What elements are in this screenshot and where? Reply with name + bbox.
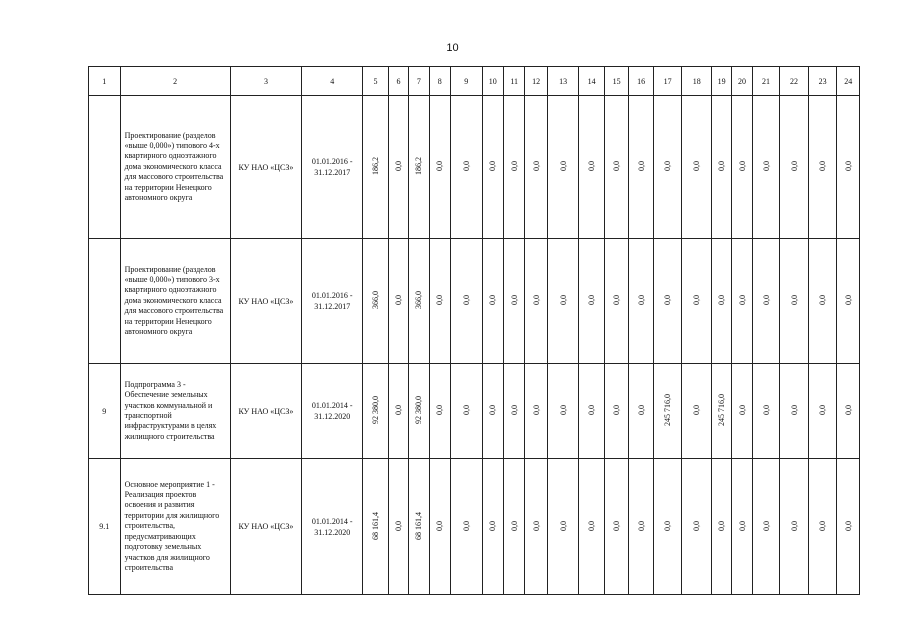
value-text: 0,0 bbox=[717, 295, 727, 305]
value-text: 0,0 bbox=[843, 161, 853, 171]
value-text: 366,0 bbox=[371, 291, 381, 309]
value-cell bbox=[409, 96, 429, 239]
value-text: 186,2 bbox=[371, 157, 381, 175]
value-cell bbox=[808, 364, 837, 459]
value-text: 0,0 bbox=[843, 520, 853, 531]
value-text: 0,0 bbox=[461, 520, 471, 531]
page-number: 10 bbox=[446, 42, 459, 54]
value-text: 0,0 bbox=[488, 405, 498, 415]
value-cell bbox=[808, 96, 837, 239]
value-text: 0,0 bbox=[587, 161, 597, 171]
value-cell bbox=[682, 459, 712, 595]
value-cell bbox=[450, 364, 482, 459]
value-text: 0,0 bbox=[818, 405, 828, 415]
value-cell bbox=[363, 364, 388, 459]
value-cell bbox=[482, 459, 503, 595]
value-text: 0,0 bbox=[761, 161, 771, 171]
table-row bbox=[89, 364, 860, 459]
value-cell bbox=[653, 364, 682, 459]
row-number-cell: 9.1 bbox=[89, 459, 121, 595]
value-text: 0,0 bbox=[612, 161, 622, 171]
value-text: 0,0 bbox=[636, 161, 646, 171]
period-cell: 01.01.2016 - 31.12.2017 bbox=[302, 239, 363, 364]
value-text: 0,0 bbox=[717, 520, 727, 531]
row-number-cell: 9 bbox=[89, 364, 121, 459]
value-text: 0,0 bbox=[558, 520, 568, 531]
value-text: 0,0 bbox=[789, 295, 799, 305]
value-text: 0,0 bbox=[663, 295, 673, 305]
value-text: 186,2 bbox=[414, 157, 424, 175]
value-text: 0,0 bbox=[531, 295, 541, 305]
value-cell bbox=[363, 459, 388, 595]
value-text: 0,0 bbox=[636, 295, 646, 305]
value-cell bbox=[388, 96, 408, 239]
value-cell bbox=[363, 96, 388, 239]
value-text: 0,0 bbox=[509, 295, 519, 305]
value-text: 0,0 bbox=[435, 161, 445, 171]
value-text: 0,0 bbox=[789, 405, 799, 415]
value-cell bbox=[409, 459, 429, 595]
value-cell bbox=[409, 239, 429, 364]
value-cell bbox=[629, 459, 653, 595]
header-cell: 12 bbox=[525, 67, 547, 96]
header-cell: 21 bbox=[752, 67, 780, 96]
header-cell: 11 bbox=[504, 67, 525, 96]
value-cell bbox=[482, 239, 503, 364]
value-cell bbox=[579, 459, 604, 595]
header-cell: 23 bbox=[808, 67, 837, 96]
value-cell bbox=[504, 364, 525, 459]
value-cell bbox=[525, 239, 547, 364]
value-cell bbox=[780, 96, 809, 239]
value-cell bbox=[482, 364, 503, 459]
value-text: 68 161,4 bbox=[371, 511, 381, 540]
activity-name-cell: Проектирование (разделов «выше 0,000») типового 4-х квартирного одноэтажного дома экономического класса для массового строительства на территории Ненецкого автономного округа bbox=[120, 96, 230, 239]
header-cell: 16 bbox=[629, 67, 653, 96]
value-text: 0,0 bbox=[393, 405, 403, 415]
value-cell bbox=[732, 239, 752, 364]
value-cell bbox=[837, 239, 860, 364]
header-cell: 13 bbox=[547, 67, 579, 96]
value-text: 92 380,0 bbox=[371, 396, 381, 424]
value-cell bbox=[579, 239, 604, 364]
value-text: 0,0 bbox=[761, 520, 771, 531]
value-text: 0,0 bbox=[737, 520, 747, 531]
value-text: 0,0 bbox=[692, 295, 702, 305]
value-text: 0,0 bbox=[461, 161, 471, 171]
value-cell bbox=[429, 239, 450, 364]
value-text: 0,0 bbox=[587, 520, 597, 531]
activity-name-cell: Основное мероприятие 1 - Реализация проектов освоения и развития территории для жилищного строительства, предусматривающих подготовку земельных участков для жилищного строительства bbox=[120, 459, 230, 595]
value-cell bbox=[604, 364, 628, 459]
period-cell: 01.01.2014 - 31.12.2020 bbox=[302, 459, 363, 595]
value-cell bbox=[450, 459, 482, 595]
value-cell bbox=[363, 239, 388, 364]
value-cell bbox=[780, 364, 809, 459]
header-cell: 8 bbox=[429, 67, 450, 96]
value-cell bbox=[752, 364, 780, 459]
value-cell bbox=[808, 459, 837, 595]
value-text: 0,0 bbox=[636, 520, 646, 531]
value-text: 0,0 bbox=[636, 405, 646, 415]
value-cell bbox=[450, 239, 482, 364]
value-text: 0,0 bbox=[843, 405, 853, 415]
value-cell bbox=[752, 96, 780, 239]
value-cell bbox=[732, 364, 752, 459]
value-text: 0,0 bbox=[558, 295, 568, 305]
value-text: 0,0 bbox=[435, 295, 445, 305]
value-cell bbox=[504, 96, 525, 239]
value-cell bbox=[525, 96, 547, 239]
value-cell bbox=[604, 459, 628, 595]
value-text: 0,0 bbox=[509, 161, 519, 171]
value-text: 0,0 bbox=[843, 295, 853, 305]
value-text: 0,0 bbox=[393, 295, 403, 305]
value-text: 0,0 bbox=[587, 295, 597, 305]
value-text: 0,0 bbox=[531, 520, 541, 531]
table-row bbox=[89, 239, 860, 364]
value-cell bbox=[732, 459, 752, 595]
value-cell bbox=[837, 364, 860, 459]
value-text: 0,0 bbox=[558, 161, 568, 171]
value-text: 0,0 bbox=[488, 295, 498, 305]
value-cell bbox=[629, 239, 653, 364]
executor-cell: КУ НАО «ЦСЗ» bbox=[230, 239, 301, 364]
value-text: 0,0 bbox=[761, 405, 771, 415]
value-cell bbox=[429, 364, 450, 459]
value-text: 0,0 bbox=[692, 405, 702, 415]
value-text: 366,0 bbox=[414, 291, 424, 309]
value-text: 0,0 bbox=[692, 161, 702, 171]
value-cell bbox=[450, 96, 482, 239]
value-text: 245 716,0 bbox=[663, 394, 673, 426]
table-row bbox=[89, 96, 860, 239]
value-cell bbox=[711, 459, 731, 595]
header-cell: 15 bbox=[604, 67, 628, 96]
value-text: 0,0 bbox=[509, 405, 519, 415]
header-cell: 2 bbox=[120, 67, 230, 96]
value-text: 0,0 bbox=[461, 405, 471, 415]
period-cell: 01.01.2016 - 31.12.2017 bbox=[302, 96, 363, 239]
value-cell bbox=[579, 364, 604, 459]
value-cell bbox=[547, 239, 579, 364]
value-cell bbox=[653, 459, 682, 595]
value-cell bbox=[504, 459, 525, 595]
value-text: 0,0 bbox=[531, 405, 541, 415]
value-text: 0,0 bbox=[612, 520, 622, 531]
value-text: 0,0 bbox=[435, 520, 445, 531]
program-table bbox=[88, 66, 860, 595]
value-text: 245 716,0 bbox=[717, 394, 727, 426]
value-cell bbox=[711, 96, 731, 239]
value-cell bbox=[388, 459, 408, 595]
value-cell bbox=[504, 239, 525, 364]
value-text: 0,0 bbox=[461, 295, 471, 305]
value-cell bbox=[837, 459, 860, 595]
value-text: 68 161,4 bbox=[414, 511, 424, 540]
value-cell bbox=[388, 364, 408, 459]
header-row bbox=[89, 67, 860, 96]
value-cell bbox=[837, 96, 860, 239]
value-cell bbox=[525, 364, 547, 459]
value-text: 0,0 bbox=[818, 520, 828, 531]
row-number-cell bbox=[89, 239, 121, 364]
header-cell: 17 bbox=[653, 67, 682, 96]
header-cell: 6 bbox=[388, 67, 408, 96]
executor-cell: КУ НАО «ЦСЗ» bbox=[230, 459, 301, 595]
value-text: 0,0 bbox=[717, 161, 727, 171]
header-cell: 22 bbox=[780, 67, 809, 96]
executor-cell: КУ НАО «ЦСЗ» bbox=[230, 364, 301, 459]
header-cell: 3 bbox=[230, 67, 301, 96]
header-cell: 24 bbox=[837, 67, 860, 96]
header-cell: 1 bbox=[89, 67, 121, 96]
value-cell bbox=[653, 96, 682, 239]
activity-name-cell: Проектирование (разделов «выше 0,000») типового 3-х квартирного одноэтажного дома экономического класса для массового строительства на территории Ненецкого автономного округа bbox=[120, 239, 230, 364]
header-cell: 18 bbox=[682, 67, 712, 96]
value-text: 0,0 bbox=[818, 161, 828, 171]
value-text: 0,0 bbox=[761, 295, 771, 305]
value-cell bbox=[732, 96, 752, 239]
header-cell: 7 bbox=[409, 67, 429, 96]
value-cell bbox=[604, 96, 628, 239]
activity-name-cell: Подпрограмма 3 - Обеспечение земельных участков коммунальной и транспортной инфраструктурами в целях жилищного строительства bbox=[120, 364, 230, 459]
value-text: 0,0 bbox=[587, 405, 597, 415]
value-text: 92 380,0 bbox=[414, 396, 424, 424]
value-cell bbox=[482, 96, 503, 239]
table-row bbox=[89, 459, 860, 595]
value-text: 0,0 bbox=[531, 161, 541, 171]
value-text: 0,0 bbox=[435, 405, 445, 415]
value-cell bbox=[780, 239, 809, 364]
value-cell bbox=[711, 364, 731, 459]
value-cell bbox=[388, 239, 408, 364]
header-cell: 19 bbox=[711, 67, 731, 96]
value-cell bbox=[629, 96, 653, 239]
header-cell: 20 bbox=[732, 67, 752, 96]
value-cell bbox=[547, 96, 579, 239]
value-cell bbox=[752, 239, 780, 364]
value-cell bbox=[711, 239, 731, 364]
value-cell bbox=[629, 364, 653, 459]
value-cell bbox=[547, 459, 579, 595]
value-text: 0,0 bbox=[612, 405, 622, 415]
value-text: 0,0 bbox=[663, 161, 673, 171]
header-cell: 5 bbox=[363, 67, 388, 96]
value-cell bbox=[579, 96, 604, 239]
value-cell bbox=[653, 239, 682, 364]
value-text: 0,0 bbox=[737, 161, 747, 171]
value-cell bbox=[429, 96, 450, 239]
value-cell bbox=[682, 364, 712, 459]
row-number-cell bbox=[89, 96, 121, 239]
value-text: 0,0 bbox=[789, 161, 799, 171]
value-text: 0,0 bbox=[558, 405, 568, 415]
header-cell: 14 bbox=[579, 67, 604, 96]
value-cell bbox=[409, 364, 429, 459]
value-cell bbox=[752, 459, 780, 595]
value-cell bbox=[780, 459, 809, 595]
header-cell: 9 bbox=[450, 67, 482, 96]
value-text: 0,0 bbox=[612, 295, 622, 305]
header-cell: 4 bbox=[302, 67, 363, 96]
value-cell bbox=[429, 459, 450, 595]
value-cell bbox=[525, 459, 547, 595]
value-text: 0,0 bbox=[818, 295, 828, 305]
value-text: 0,0 bbox=[509, 520, 519, 531]
value-text: 0,0 bbox=[488, 520, 498, 531]
value-cell bbox=[604, 239, 628, 364]
value-text: 0,0 bbox=[789, 520, 799, 531]
value-text: 0,0 bbox=[663, 520, 673, 531]
period-cell: 01.01.2014 - 31.12.2020 bbox=[302, 364, 363, 459]
value-cell bbox=[682, 96, 712, 239]
value-text: 0,0 bbox=[692, 520, 702, 531]
value-cell bbox=[547, 364, 579, 459]
value-text: 0,0 bbox=[737, 405, 747, 415]
value-text: 0,0 bbox=[393, 161, 403, 171]
value-text: 0,0 bbox=[393, 520, 403, 531]
value-cell bbox=[808, 239, 837, 364]
header-cell: 10 bbox=[482, 67, 503, 96]
value-text: 0,0 bbox=[488, 161, 498, 171]
executor-cell: КУ НАО «ЦСЗ» bbox=[230, 96, 301, 239]
value-cell bbox=[682, 239, 712, 364]
value-text: 0,0 bbox=[737, 295, 747, 305]
